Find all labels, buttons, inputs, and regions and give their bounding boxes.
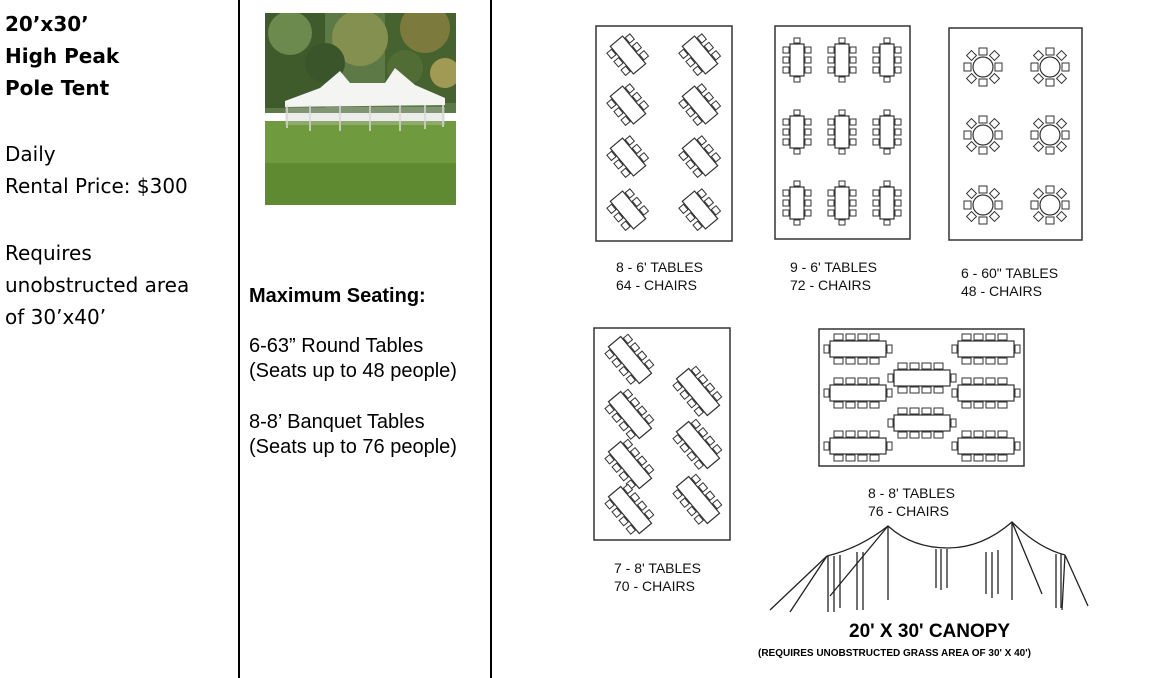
canopy-illustration [770, 522, 1088, 612]
layout-plan [819, 329, 1024, 466]
tent-photo [265, 13, 456, 205]
seating-layout-diagram [500, 0, 1155, 678]
layout-plan [775, 26, 910, 239]
tent-title-line: Pole Tent [5, 76, 110, 100]
rental-price [5, 138, 188, 202]
tent-title [5, 8, 119, 104]
seating-heading: Maximum Seating: [249, 285, 426, 307]
layout-caption: 9 - 6' TABLES [790, 259, 877, 275]
seating-option-round [249, 334, 457, 384]
area-requirement-line: Requires [5, 241, 92, 265]
canopy-note: (REQUIRES UNOBSTRUCTED GRASS AREA OF 30' X 40') [758, 648, 1031, 659]
layout-caption: 70 - CHAIRS [614, 578, 695, 594]
layout-caption: 48 - CHAIRS [961, 283, 1042, 299]
area-requirement-line: unobstructed area [5, 273, 190, 297]
seating-option-line: 8-8’ Banquet Tables [249, 411, 425, 433]
layout-caption: 7 - 8' TABLES [614, 560, 701, 576]
tent-info-column [0, 0, 238, 678]
area-requirement-line: of 30’x40’ [5, 305, 107, 329]
layout-plan [596, 26, 732, 241]
area-requirement [5, 237, 189, 333]
seating-option-line: 6-63” Round Tables [249, 335, 424, 357]
layout-caption: 8 - 6' TABLES [616, 259, 703, 275]
tent-title-line: High Peak [5, 44, 120, 68]
layout-plan [949, 28, 1082, 240]
rental-price-line: Daily [5, 142, 56, 166]
tent-title-line: 20’x30’ [5, 12, 89, 36]
seating-option-banquet [249, 410, 457, 460]
column-divider [238, 0, 240, 678]
layout-plan [594, 328, 730, 540]
layout-caption: 64 - CHAIRS [616, 277, 697, 293]
layout-caption: 72 - CHAIRS [790, 277, 871, 293]
layout-caption: 8 - 8' TABLES [868, 485, 955, 501]
canopy-title: 20' X 30' CANOPY [849, 621, 1011, 642]
layout-caption: 76 - CHAIRS [868, 503, 949, 519]
seating-option-line: (Seats up to 48 people) [249, 360, 457, 382]
column-divider [490, 0, 492, 678]
layout-caption: 6 - 60" TABLES [961, 265, 1059, 281]
rental-price-line: Rental Price: $300 [5, 174, 188, 198]
seating-option-line: (Seats up to 76 people) [249, 436, 457, 458]
